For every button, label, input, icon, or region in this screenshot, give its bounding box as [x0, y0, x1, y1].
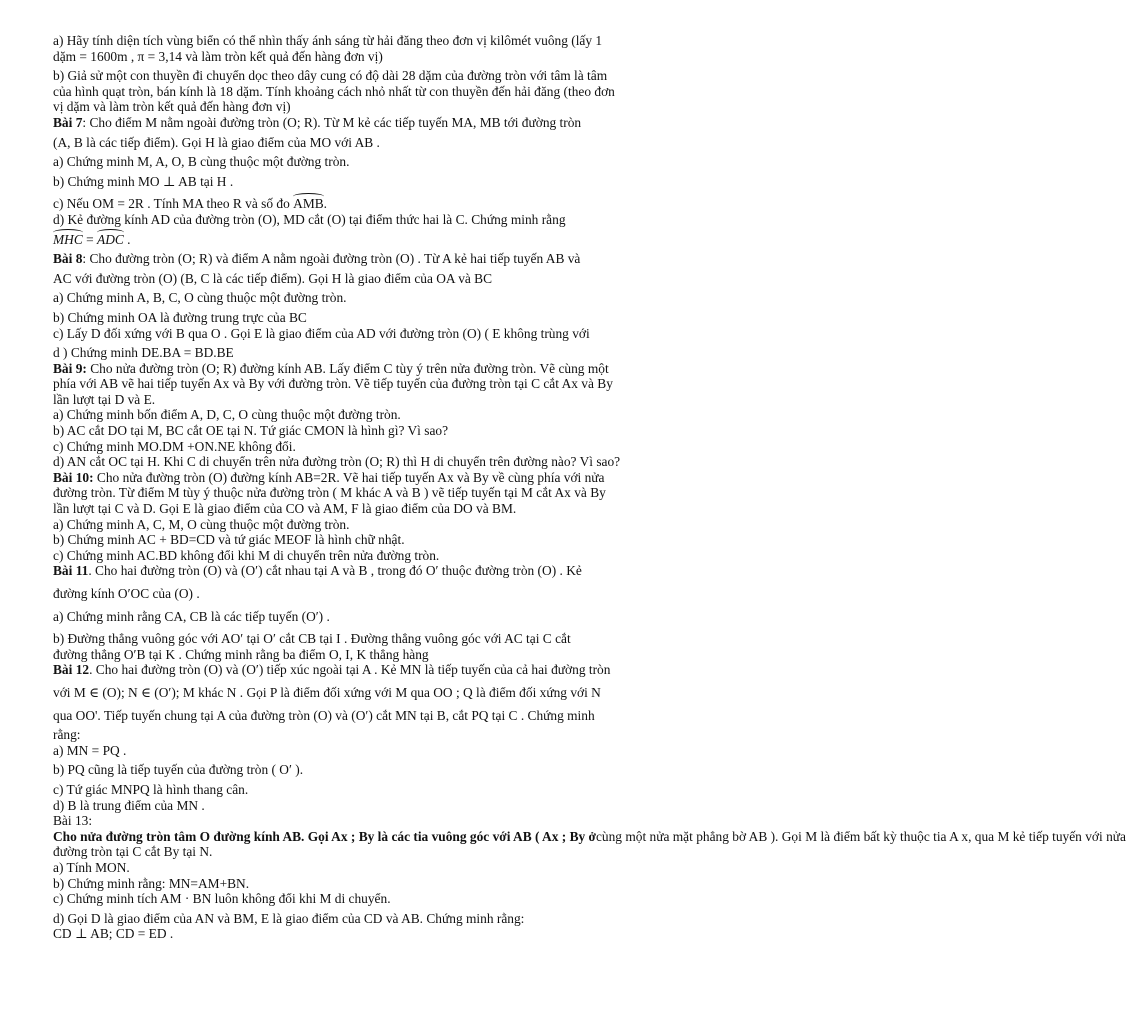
text-line: b) Chứng minh MO ⊥ AB tại H .: [53, 173, 234, 189]
text-span: .: [323, 196, 328, 212]
exercise-text: Cho nửa đường tròn (O) đường kính AB=2R. Vẽ hai tiếp tuyến Ax và By về cùng phía với nửa: [93, 469, 605, 485]
text-line: với M ∈ (O); N ∈ (O′); M khác N . Gọi P là điểm đối xứng với M qua OO ; Q là điểm đối xứng với N: [53, 684, 601, 700]
exercise-7-heading: [53, 115, 683, 131]
text-line: CD ⊥ AB; CD = ED .: [53, 926, 174, 942]
text-line: đường kính O′OC của (O) .: [53, 586, 200, 601]
text-line: a) Chứng minh A, C, M, O cùng thuộc một đường tròn.: [53, 516, 350, 532]
exercise-13-heading: [53, 828, 1126, 845]
exercise-title: Bài 9:: [53, 360, 87, 376]
text-line: c) Chứng minh MO.DM +ON.NE không đổi.: [53, 438, 296, 454]
exercise-11-heading: [53, 563, 683, 579]
text-line: dặm = 1600m , π = 3,14 và làm tròn kết quả đến hàng đơn vị): [53, 48, 383, 64]
text-span: c) Nếu OM = 2R . Tính MA theo R và số đo: [53, 196, 294, 212]
text-line: b) AC cắt DO tại M, BC cắt OE tại N. Tứ giác CMON là hình gì? Vì sao?: [53, 423, 449, 439]
arc-symbol: AMB: [293, 196, 324, 212]
text-line: của hình quạt tròn, bán kính là 18 dặm. Tính khoảng cách nhỏ nhất từ con thuyền đến hải đăng (theo đơn: [53, 83, 615, 99]
text-line: a) Chứng minh A, B, C, O cùng thuộc một đường tròn.: [53, 290, 347, 306]
text-line: a) Chứng minh rằng CA, CB là các tiếp tuyến (O′) .: [53, 608, 330, 624]
exercise-text: Cho nửa đường tròn (O; R) đường kính AB. Lấy điểm C tùy ý trên nửa đường tròn. Vẽ cùng một: [86, 360, 609, 376]
text-line: phía với AB vẽ hai tiếp tuyến Ax và By với đường tròn. Vẽ tiếp tuyến của đường tròn tại C cắt Ax và By: [53, 376, 613, 392]
text-line: [53, 196, 683, 212]
text-line: d) B là trung điểm của MN .: [53, 797, 205, 813]
text-line: d) AN cắt OC tại H. Khi C di chuyển trên nửa đường tròn (O; R) thì H di chuyển trên đường nào? Vì sao?: [53, 454, 621, 470]
text-line: d ) Chứng minh DE.BA = BD.BE: [53, 345, 234, 361]
text-line: đường thẳng O′B tại K . Chứng minh rằng ba điểm O, I, K thẳng hàng: [53, 646, 429, 662]
text-span: .: [123, 231, 131, 247]
exercise-title: Bài 12: [53, 662, 90, 678]
text-line: đường tròn. Từ điểm M tùy ý thuộc nửa đường tròn ( M khác A và B ) vẽ tiếp tuyến tại M cắt Ax và By: [53, 485, 606, 501]
exercise-8-heading: [53, 251, 683, 267]
text-line: b) PQ cũng là tiếp tuyến của đường tròn ( O′ ).: [53, 762, 304, 778]
text-line: a) Tính MON.: [53, 859, 130, 875]
text-line: qua OO'. Tiếp tuyến chung tại A của đường tròn (O) và (O′) cắt MN tại B, cắt PQ tại C . Chứng minh: [53, 707, 595, 723]
exercise-text: . Cho hai đường tròn (O) và (O′) cắt nhau tại A và B , trong đó O′ thuộc đường tròn (O) . Kẻ: [88, 563, 582, 579]
text-line: lần lượt tại C và D. Gọi E là giao điểm của CO và AM, F là giao điểm của DO và BM.: [53, 501, 517, 517]
text-span: =: [82, 231, 98, 247]
text-line: b) Chứng minh AC + BD=CD và tứ giác MEOF là hình chữ nhật.: [53, 532, 405, 548]
text-line: lần lượt tại D và E.: [53, 391, 156, 407]
text-line: vị dặm và làm tròn kết quả đến hàng đơn vị): [53, 99, 291, 115]
exercise-title: Bài 8: [53, 251, 83, 267]
exercise-text: : Cho điểm M nằm ngoài đường tròn (O; R). Từ M kẻ các tiếp tuyến MA, MB tới đường tròn: [82, 114, 582, 130]
text-line: d) Kẻ đường kính AD của đường tròn (O), MD cắt (O) tại điểm thức hai là C. Chứng minh rằng: [53, 211, 566, 227]
exercise-text: . Cho hai đường tròn (O) và (O′) tiếp xúc ngoài tại A . Kẻ MN là tiếp tuyến của cả hai đường tròn: [89, 662, 611, 678]
text-line: b) Đường thẳng vuông góc với AO′ tại O′ cắt CB tại I . Đường thẳng vuông góc với AC tại C cắt: [53, 631, 571, 647]
exercise-title: Bài 7: [53, 114, 83, 130]
exercise-text: : Cho đường tròn (O; R) và điểm A nằm ngoài đường tròn (O) . Từ A kẻ hai tiếp tuyến AB và: [82, 251, 581, 267]
text-line: c) Lấy D đối xứng với B qua O . Gọi E là giao điểm của AD với đường tròn (O) ( E không trùng với: [53, 325, 590, 341]
exercise-10-heading: [53, 470, 683, 486]
exercise-title: Bài 11: [53, 563, 89, 579]
text-line: c) Tứ giác MNPQ là hình thang cân.: [53, 781, 249, 797]
arc-symbol: MHC: [53, 231, 83, 247]
text-line: a) Chứng minh bốn điểm A, D, C, O cùng thuộc một đường tròn.: [53, 407, 401, 423]
text-line: a) Hãy tính diện tích vùng biển có thể nhìn thấy ánh sáng từ hải đăng theo đơn vị kilômét vuông (lấy 1: [53, 33, 603, 48]
text-line: b) Chứng minh OA là đường trung trực của BC: [53, 309, 307, 325]
exercise-12-heading: [53, 662, 683, 678]
text-line: b) Chứng minh rằng: MN=AM+BN.: [53, 875, 250, 891]
document-page: [53, 33, 1126, 946]
arc-symbol: ADC: [97, 231, 124, 247]
text-line: d) Gọi D là giao điểm của AN và BM, E là giao điểm của CD và AB. Chứng minh rằng:: [53, 910, 525, 926]
text-line: đường tròn tại C cắt By tại N.: [53, 844, 213, 860]
text-line: rằng:: [53, 727, 81, 743]
text-line: c) Chứng minh AC.BD không đổi khi M di chuyển trên nửa đường tròn.: [53, 547, 440, 563]
text-line: [53, 232, 683, 248]
exercise-title: Bài 10:: [53, 469, 94, 485]
text-line: b) Giả sử một con thuyền đi chuyển dọc theo dây cung có độ dài 28 dặm của đường tròn với tâm là tâm: [53, 68, 608, 84]
text-line: AC với đường tròn (O) (B, C là các tiếp điểm). Gọi H là giao điểm của OA và BC: [53, 270, 493, 286]
text-line: (A, B là các tiếp điểm). Gọi H là giao điểm của MO với AB .: [53, 134, 380, 150]
exercise-9-heading: [53, 361, 683, 377]
text-line: a) MN = PQ .: [53, 742, 127, 758]
text-line: a) Chứng minh M, A, O, B cùng thuộc một đường tròn.: [53, 154, 350, 170]
text-line: Bài 13:: [53, 813, 93, 829]
text-line: c) Chứng minh tích AM · BN luôn không đổi khi M di chuyển.: [53, 891, 391, 907]
exercise-text: cùng một nửa mặt phẳng bờ AB ). Gọi M là điểm bất kỳ thuộc tia A x, qua M kẻ tiếp tuyến với nửa: [595, 828, 1126, 844]
exercise-title: Cho nửa đường tròn tâm O đường kính AB. Gọi Ax ; By là các tia vuông góc với AB ( Ax ; By ở: [53, 828, 596, 844]
